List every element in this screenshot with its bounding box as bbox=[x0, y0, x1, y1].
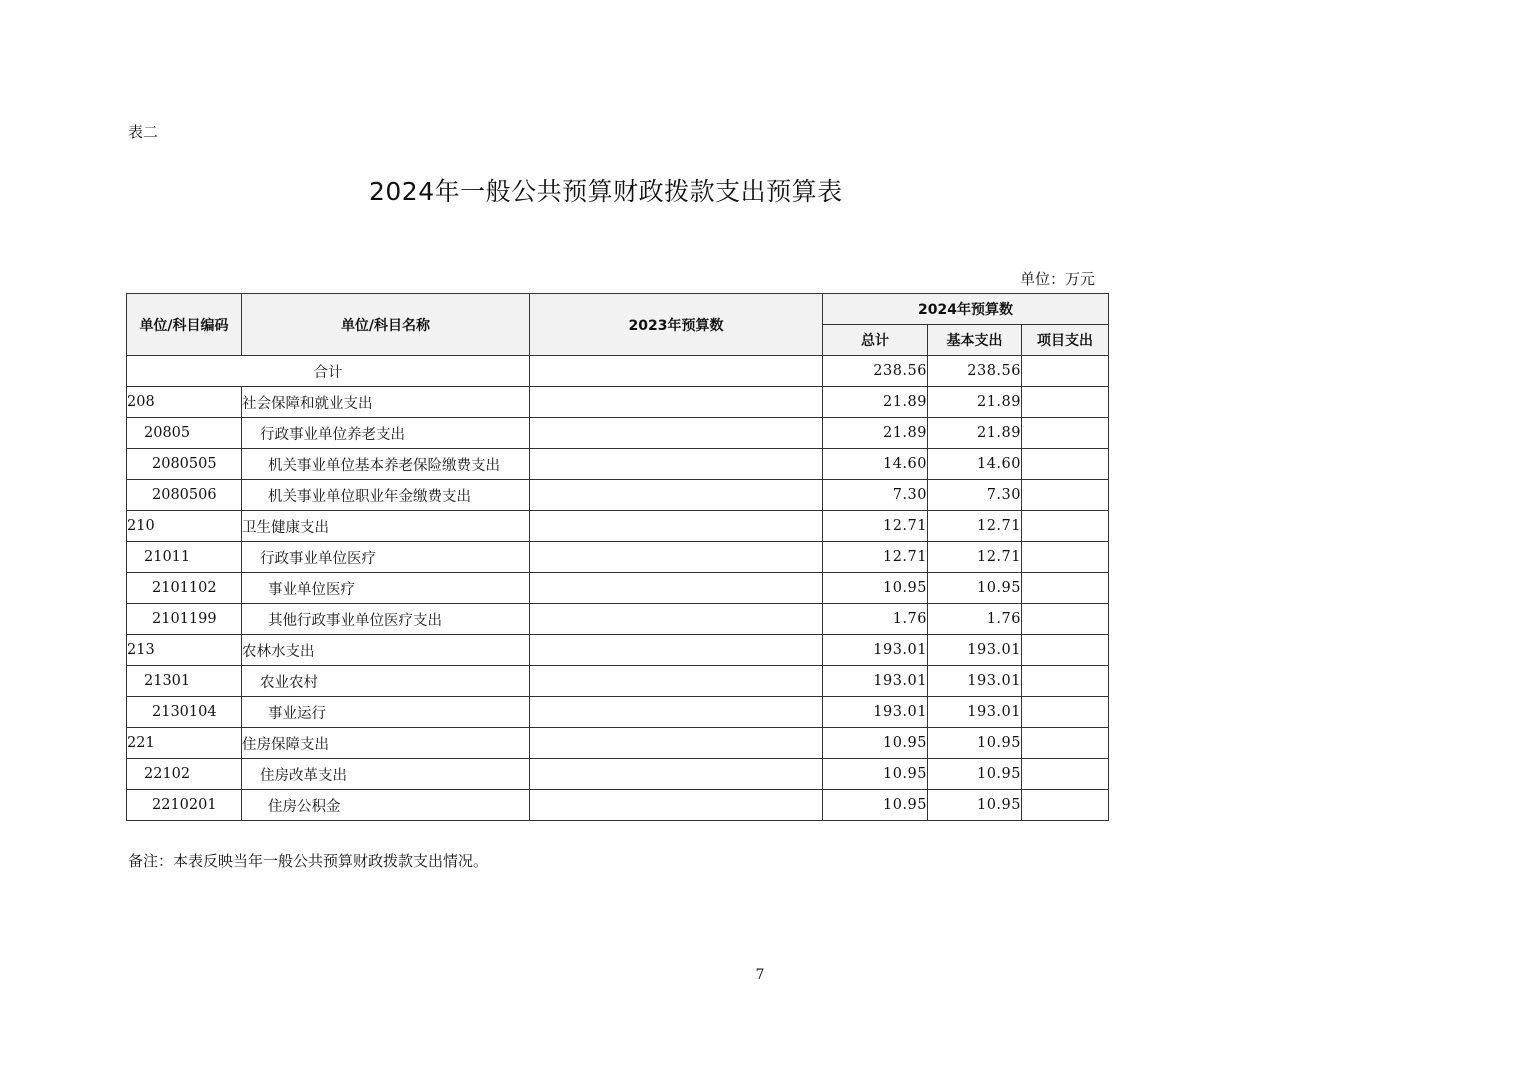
cell-code: 2080505 bbox=[127, 449, 242, 480]
cell-prev bbox=[530, 542, 823, 573]
cell-prev bbox=[530, 635, 823, 666]
table-row bbox=[127, 759, 1109, 790]
header-code: 单位/科目编码 bbox=[127, 294, 242, 356]
cell-basic: 193.01 bbox=[928, 635, 1022, 666]
cell-name: 其他行政事业单位医疗支出 bbox=[242, 604, 530, 635]
cell-basic: 12.71 bbox=[928, 511, 1022, 542]
cell-code: 213 bbox=[127, 635, 242, 666]
page-number: 7 bbox=[755, 967, 765, 983]
cell-name: 农业农村 bbox=[242, 666, 530, 697]
table-row bbox=[127, 418, 1109, 449]
cell-project bbox=[1022, 604, 1109, 635]
cell-prev bbox=[530, 790, 823, 821]
cell-name: 住房改革支出 bbox=[242, 759, 530, 790]
cell-total: 1.76 bbox=[823, 604, 928, 635]
cell-basic: 14.60 bbox=[928, 449, 1022, 480]
cell-total: 10.95 bbox=[823, 790, 928, 821]
cell-code: 221 bbox=[127, 728, 242, 759]
table-row bbox=[127, 449, 1109, 480]
table-body bbox=[127, 356, 1109, 821]
cell-name: 行政事业单位养老支出 bbox=[242, 418, 530, 449]
table-row bbox=[127, 542, 1109, 573]
cell-total: 7.30 bbox=[823, 480, 928, 511]
total-project-cell bbox=[1022, 356, 1109, 387]
cell-total: 193.01 bbox=[823, 697, 928, 728]
total-row bbox=[127, 356, 1109, 387]
cell-code: 2101199 bbox=[127, 604, 242, 635]
total-total-cell: 238.56 bbox=[823, 356, 928, 387]
total-basic-cell: 238.56 bbox=[928, 356, 1022, 387]
cell-basic: 193.01 bbox=[928, 666, 1022, 697]
cell-prev bbox=[530, 449, 823, 480]
cell-code: 22102 bbox=[127, 759, 242, 790]
table-header bbox=[127, 294, 1109, 356]
cell-project bbox=[1022, 759, 1109, 790]
cell-project bbox=[1022, 418, 1109, 449]
cell-total: 12.71 bbox=[823, 542, 928, 573]
cell-name: 行政事业单位医疗 bbox=[242, 542, 530, 573]
table-number-label: 表二 bbox=[128, 123, 159, 141]
cell-total: 14.60 bbox=[823, 449, 928, 480]
header-name: 单位/科目名称 bbox=[242, 294, 530, 356]
total-label: 合计 bbox=[127, 356, 530, 387]
cell-code: 2101102 bbox=[127, 573, 242, 604]
cell-basic: 10.95 bbox=[928, 759, 1022, 790]
header-total: 总计 bbox=[823, 325, 928, 356]
cell-code: 20805 bbox=[127, 418, 242, 449]
cell-code: 2080506 bbox=[127, 480, 242, 511]
table-row bbox=[127, 480, 1109, 511]
cell-prev bbox=[530, 697, 823, 728]
cell-total: 10.95 bbox=[823, 759, 928, 790]
cell-prev bbox=[530, 759, 823, 790]
table-row bbox=[127, 387, 1109, 418]
cell-project bbox=[1022, 449, 1109, 480]
cell-prev bbox=[530, 666, 823, 697]
cell-name: 农林水支出 bbox=[242, 635, 530, 666]
table-row bbox=[127, 790, 1109, 821]
table-row bbox=[127, 635, 1109, 666]
cell-basic: 1.76 bbox=[928, 604, 1022, 635]
cell-prev bbox=[530, 511, 823, 542]
cell-total: 10.95 bbox=[823, 573, 928, 604]
header-current-budget-group: 2024年预算数 bbox=[823, 294, 1109, 325]
remark-note: 备注：本表反映当年一般公共预算财政拨款支出情况。 bbox=[128, 852, 489, 870]
cell-name: 机关事业单位职业年金缴费支出 bbox=[242, 480, 530, 511]
cell-name: 事业单位医疗 bbox=[242, 573, 530, 604]
header-project: 项目支出 bbox=[1022, 325, 1109, 356]
cell-basic: 10.95 bbox=[928, 573, 1022, 604]
cell-name: 卫生健康支出 bbox=[242, 511, 530, 542]
budget-table bbox=[126, 293, 1109, 821]
cell-prev bbox=[530, 573, 823, 604]
cell-basic: 193.01 bbox=[928, 697, 1022, 728]
table-row bbox=[127, 728, 1109, 759]
cell-name: 住房保障支出 bbox=[242, 728, 530, 759]
cell-prev bbox=[530, 418, 823, 449]
cell-prev bbox=[530, 604, 823, 635]
cell-total: 12.71 bbox=[823, 511, 928, 542]
cell-project bbox=[1022, 790, 1109, 821]
cell-project bbox=[1022, 542, 1109, 573]
cell-basic: 10.95 bbox=[928, 790, 1022, 821]
cell-total: 193.01 bbox=[823, 635, 928, 666]
cell-code: 2130104 bbox=[127, 697, 242, 728]
cell-code: 2210201 bbox=[127, 790, 242, 821]
cell-project bbox=[1022, 666, 1109, 697]
cell-project bbox=[1022, 387, 1109, 418]
cell-basic: 21.89 bbox=[928, 418, 1022, 449]
cell-total: 21.89 bbox=[823, 418, 928, 449]
cell-prev bbox=[530, 387, 823, 418]
cell-name: 事业运行 bbox=[242, 697, 530, 728]
cell-basic: 10.95 bbox=[928, 728, 1022, 759]
cell-project bbox=[1022, 480, 1109, 511]
cell-code: 21011 bbox=[127, 542, 242, 573]
cell-name: 住房公积金 bbox=[242, 790, 530, 821]
cell-basic: 21.89 bbox=[928, 387, 1022, 418]
header-prev-budget: 2023年预算数 bbox=[530, 294, 823, 356]
cell-code: 21301 bbox=[127, 666, 242, 697]
cell-code: 210 bbox=[127, 511, 242, 542]
cell-prev bbox=[530, 480, 823, 511]
cell-code: 208 bbox=[127, 387, 242, 418]
table-row bbox=[127, 511, 1109, 542]
document-title: 2024年一般公共预算财政拨款支出预算表 bbox=[369, 177, 843, 206]
cell-project bbox=[1022, 697, 1109, 728]
table-row bbox=[127, 604, 1109, 635]
total-prev-cell bbox=[530, 356, 823, 387]
cell-project bbox=[1022, 511, 1109, 542]
cell-basic: 12.71 bbox=[928, 542, 1022, 573]
cell-name: 机关事业单位基本养老保险缴费支出 bbox=[242, 449, 530, 480]
cell-project bbox=[1022, 635, 1109, 666]
cell-name: 社会保障和就业支出 bbox=[242, 387, 530, 418]
cell-total: 193.01 bbox=[823, 666, 928, 697]
cell-total: 10.95 bbox=[823, 728, 928, 759]
cell-project bbox=[1022, 573, 1109, 604]
table-row bbox=[127, 697, 1109, 728]
cell-total: 21.89 bbox=[823, 387, 928, 418]
cell-basic: 7.30 bbox=[928, 480, 1022, 511]
table-row bbox=[127, 573, 1109, 604]
cell-prev bbox=[530, 728, 823, 759]
cell-project bbox=[1022, 728, 1109, 759]
unit-note: 单位：万元 bbox=[1020, 270, 1096, 288]
header-basic: 基本支出 bbox=[928, 325, 1022, 356]
table-row bbox=[127, 666, 1109, 697]
